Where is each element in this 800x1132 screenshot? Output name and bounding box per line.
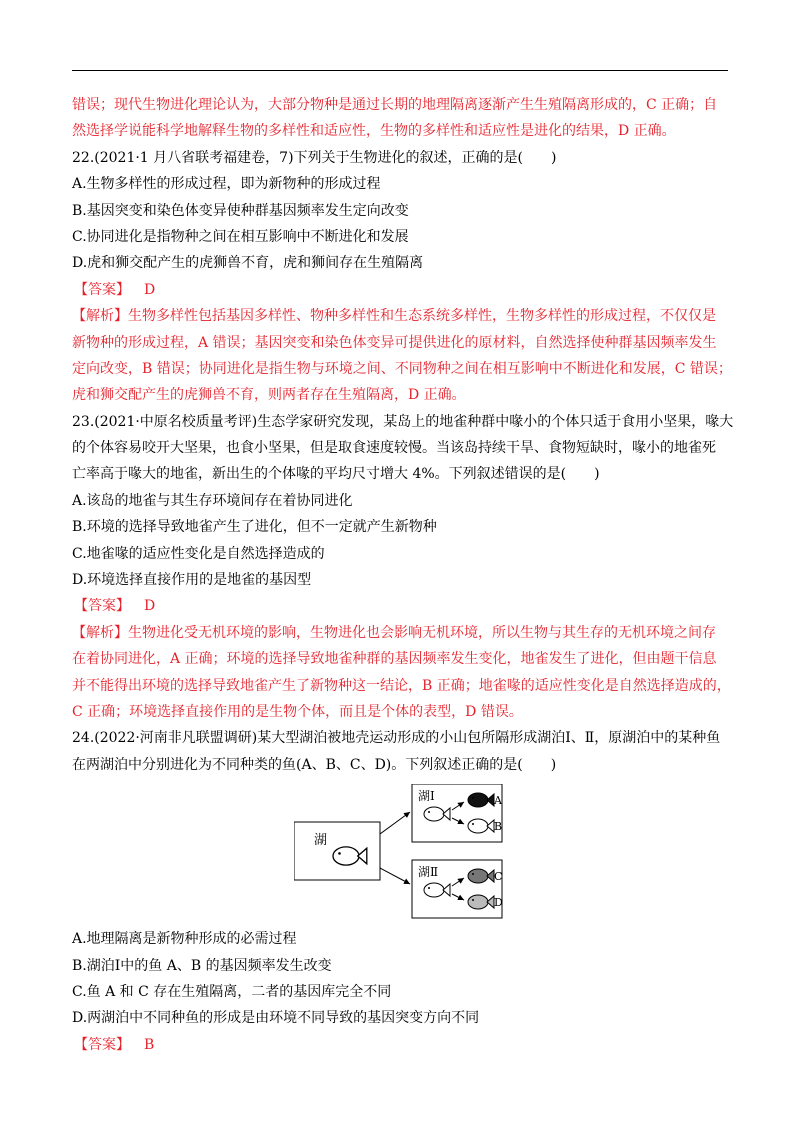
content-body bbox=[72, 92, 732, 1058]
q22-option-c: C.协同进化是指物种之间在相互影响中不断进化和发展 bbox=[72, 228, 409, 245]
lake2-label: 湖Ⅱ bbox=[418, 865, 439, 880]
lake-label: 湖 bbox=[314, 833, 328, 849]
q24-answer-value: B bbox=[144, 1036, 155, 1053]
lake1-label: 湖Ⅰ bbox=[418, 789, 435, 804]
q23-analysis-1: 【解析】生物进化受无机环境的影响，生物进化也会影响无机环境，所以生物与其生存的无机环境之间存 bbox=[72, 624, 716, 641]
q22-option-a: A.生物多样性的形成过程，即为新物种的形成过程 bbox=[72, 176, 381, 193]
q24-option-d: D.两湖泊中不同种鱼的形成是由环境不同导致的基因突变方向不同 bbox=[72, 1010, 480, 1027]
q22-analysis-4: 虎和狮交配产生的虎狮兽不育，则两者存在生殖隔离，D 正确。 bbox=[72, 387, 466, 404]
lake-diagram-svg bbox=[294, 784, 524, 924]
q24-option-c: C.鱼 A 和 C 存在生殖隔离，二者的基因库完全不同 bbox=[72, 983, 392, 1000]
q24-stem-2: 在两湖泊中分别进化为不同种类的鱼(A、B、C、D)。下列叙述正确的是( ) bbox=[72, 756, 557, 773]
q23-analysis-2: 在着协同进化，A 正确；环境的选择导致地雀种群的基因频率发生变化，地雀发生了进化，但由题干信息 bbox=[72, 651, 717, 668]
q22-analysis-1: 【解析】生物多样性包括基因多样性、物种多样性和生态系统多样性，生物多样性的形成过程，不仅仅是 bbox=[72, 308, 716, 325]
fish-label-b: B bbox=[494, 820, 503, 834]
q24-answer-label: 【答案】 bbox=[74, 1036, 130, 1053]
q23-answer-label: 【答案】 bbox=[74, 598, 130, 615]
q22-analysis-3: 定向改变，B 错误；协同进化是指生物与环境之间、不同物种之间在相互影响中不断进化和发展，C 错误； bbox=[72, 360, 732, 377]
fish-label-a: A bbox=[494, 794, 502, 808]
q22-answer bbox=[72, 277, 732, 303]
q22-stem: 22.(2021·1 月八省联考福建卷，7)下列关于生物进化的叙述，正确的是( ) bbox=[72, 149, 557, 166]
q24-option-b: B.湖泊Ⅰ中的鱼 A、B 的基因频率发生改变 bbox=[72, 957, 332, 974]
q22-answer-label: 【答案】 bbox=[74, 281, 130, 298]
header-rule bbox=[72, 70, 728, 71]
arrow-to-lake2 bbox=[380, 868, 410, 884]
intro-line-2: 然选择学说能科学地解释生物的多样性和适应性，生物的多样性和适应性是进化的结果，D 正确。 bbox=[72, 123, 676, 140]
q22-analysis-2: 新物种的形成过程，A 错误；基因突变和染色体变异可提供进化的原材料，自然选择使种群基因频率发生 bbox=[72, 334, 717, 351]
q23-analysis-3: 并不能得出环境的选择导致地雀产生了新物种这一结论，B 正确；地雀喙的适应性变化是自然选择造成的， bbox=[72, 677, 731, 694]
fish-label-d: D bbox=[494, 896, 503, 910]
q23-stem-3: 亡率高于喙大的地雀，新出生的个体喙的平均尺寸增大 4%。下列叙述错误的是( ) bbox=[72, 466, 600, 483]
q23-stem-2: 的个体容易咬开大坚果，也食小坚果，但是取食速度较慢。当该岛持续干旱、食物短缺时，喙小的地雀死 bbox=[72, 440, 716, 457]
q23-answer bbox=[72, 593, 732, 619]
q22-answer-value: D bbox=[144, 281, 156, 298]
q22-option-d: D.虎和狮交配产生的虎狮兽不育，虎和狮间存在生殖隔离 bbox=[72, 255, 424, 272]
q23-option-c: C.地雀喙的适应性变化是自然选择造成的 bbox=[72, 545, 325, 562]
intro-line-1: 错误；现代生物进化理论认为，大部分物种是通过长期的地理隔离逐渐产生生殖隔离形成的，C 正确；自 bbox=[72, 97, 718, 113]
q24-stem-1: 24.(2022·河南非凡联盟调研)某大型湖泊被地壳运动形成的小山包所隔形成湖泊Ⅰ、Ⅱ，原湖泊中的某种鱼 bbox=[72, 730, 721, 747]
fish-label-c: C bbox=[494, 870, 503, 884]
arrow-to-lake1 bbox=[380, 812, 410, 834]
lake-fish-diagram bbox=[72, 784, 732, 924]
q24-option-a: A.地理隔离是新物种形成的必需过程 bbox=[72, 931, 297, 948]
q22-option-b: B.基因突变和染色体变异使种群基因频率发生定向改变 bbox=[72, 202, 409, 219]
q23-option-b: B.环境的选择导致地雀产生了进化，但不一定就产生新物种 bbox=[72, 519, 437, 536]
q23-option-d: D.环境选择直接作用的是地雀的基因型 bbox=[72, 572, 312, 589]
q23-analysis-4: C 正确；环境选择直接作用的是生物个体，而且是个体的表型，D 错误。 bbox=[72, 703, 523, 720]
q23-answer-value: D bbox=[144, 598, 156, 615]
q23-option-a: A.该岛的地雀与其生存环境间存在着协同进化 bbox=[72, 492, 353, 509]
q24-answer bbox=[72, 1032, 732, 1058]
q23-stem-1: 23.(2021·中原名校质量考评)生态学家研究发现，某岛上的地雀种群中喙小的个体只适于食用小坚果，喙大 bbox=[72, 413, 734, 430]
